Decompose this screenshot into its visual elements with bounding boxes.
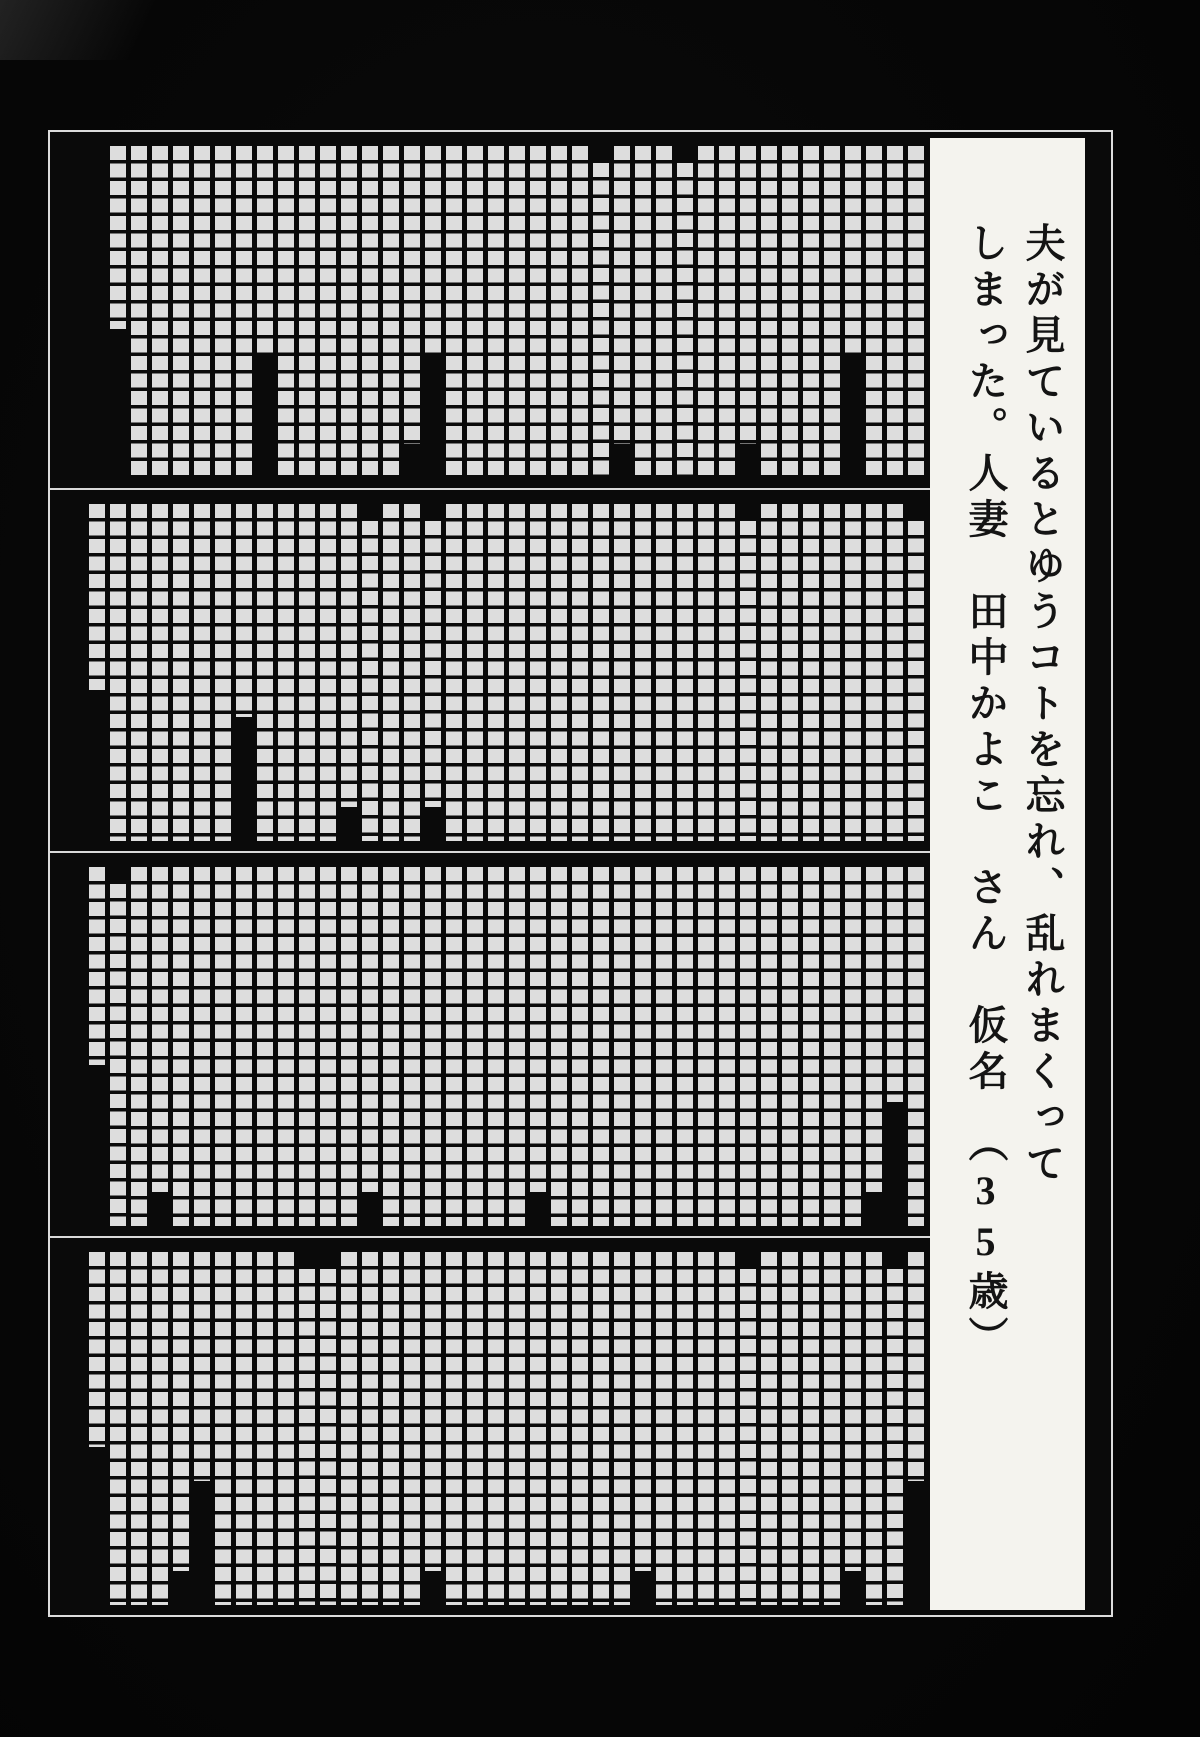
redacted-text-column (446, 504, 462, 841)
redacted-text-column (299, 867, 315, 1226)
redacted-text-column (236, 146, 252, 478)
redacted-text-column (530, 867, 546, 1192)
redacted-text-column (761, 504, 777, 841)
redacted-text-column (740, 867, 756, 1226)
redacted-text-column (761, 146, 777, 478)
redacted-text-column (719, 504, 735, 841)
redacted-text-column (488, 867, 504, 1226)
redacted-text-column (404, 504, 420, 841)
redacted-text-column (110, 884, 126, 1226)
redacted-text-column (635, 504, 651, 841)
redacted-text-column (614, 1252, 630, 1605)
redacted-text-column (719, 146, 735, 478)
redacted-text-column (530, 504, 546, 841)
byline-text: しまった。人妻 田中かよこ さん 仮名 （35歳） (963, 222, 1008, 1362)
redacted-text-column (845, 1252, 861, 1571)
redacted-text-column (551, 504, 567, 841)
redacted-text-column (782, 504, 798, 841)
redacted-text-column (278, 504, 294, 841)
redacted-text-column (509, 1252, 525, 1605)
redacted-text-column (824, 504, 840, 841)
redacted-text-column (656, 1252, 672, 1605)
redacted-text-column (362, 867, 378, 1192)
redacted-text-column (383, 146, 399, 478)
redacted-text-column (614, 504, 630, 841)
redacted-text-column (572, 146, 588, 478)
redacted-text-column (194, 504, 210, 841)
body-text-band-3 (50, 853, 930, 1238)
redacted-text-column (299, 1269, 315, 1605)
redacted-text-column (593, 867, 609, 1226)
redacted-text-column (572, 867, 588, 1226)
redacted-text-column (593, 163, 609, 478)
redacted-text-column (572, 504, 588, 841)
redacted-text-column (383, 504, 399, 841)
redacted-text-column (131, 1252, 147, 1605)
redacted-text-column (89, 1252, 105, 1447)
redacted-text-column (824, 146, 840, 478)
redacted-text-column (761, 867, 777, 1226)
redacted-text-column (236, 504, 252, 717)
redacted-text-column (404, 146, 420, 444)
redacted-text-column (110, 146, 126, 329)
redacted-text-column (740, 1269, 756, 1605)
title-panel (930, 138, 1085, 1610)
redacted-text-column (719, 1252, 735, 1605)
redacted-text-column (677, 867, 693, 1226)
redacted-text-column (425, 867, 441, 1226)
redacted-text-column (341, 146, 357, 478)
redacted-text-column (320, 504, 336, 841)
redacted-text-column (89, 867, 105, 1065)
redacted-text-column (383, 867, 399, 1226)
redacted-text-column (866, 504, 882, 841)
redacted-text-column (866, 1252, 882, 1605)
redacted-text-column (824, 867, 840, 1226)
redacted-text-column (803, 1252, 819, 1605)
redacted-text-column (656, 146, 672, 478)
redacted-text-column (194, 146, 210, 478)
redacted-text-column (173, 146, 189, 478)
redacted-text-column (173, 867, 189, 1226)
redacted-text-column (782, 146, 798, 478)
redacted-text-column (404, 1252, 420, 1605)
redacted-text-column (110, 504, 126, 841)
redacted-text-column (152, 504, 168, 841)
redacted-text-column (509, 146, 525, 478)
redacted-text-column (572, 1252, 588, 1605)
redacted-text-column (908, 521, 924, 841)
redacted-text-column (131, 146, 147, 478)
redacted-text-column (698, 867, 714, 1226)
redacted-text-column (446, 1252, 462, 1605)
redacted-text-column (845, 504, 861, 841)
redacted-text-column (614, 146, 630, 444)
redacted-text-column (488, 1252, 504, 1605)
redacted-text-column (677, 504, 693, 841)
redacted-text-column (257, 1252, 273, 1605)
redacted-text-column (215, 146, 231, 478)
redacted-text-column (656, 867, 672, 1226)
body-text-band-2 (50, 490, 930, 853)
redacted-text-column (152, 1252, 168, 1605)
redacted-text-column (635, 1252, 651, 1571)
redacted-text-column (887, 504, 903, 841)
redacted-text-column (803, 504, 819, 841)
redacted-text-column (320, 146, 336, 478)
redacted-text-column (299, 146, 315, 478)
scan-edge-artifact (0, 0, 320, 60)
redacted-text-column (341, 1252, 357, 1605)
redacted-text-column (278, 867, 294, 1226)
redacted-text-column (719, 867, 735, 1226)
redacted-text-column (467, 867, 483, 1226)
redacted-text-column (656, 504, 672, 841)
redacted-text-column (908, 146, 924, 478)
redacted-text-column (446, 146, 462, 478)
redacted-text-column (257, 146, 273, 354)
redacted-text-column (677, 1252, 693, 1605)
redacted-text-column (698, 1252, 714, 1605)
redacted-text-column (761, 1252, 777, 1605)
redacted-text-column (173, 1252, 189, 1571)
redacted-text-column (740, 521, 756, 841)
redacted-text-column (89, 504, 105, 690)
redacted-text-column (593, 504, 609, 841)
redacted-text-column (488, 146, 504, 478)
redacted-text-column (866, 146, 882, 478)
redacted-text-column (887, 1269, 903, 1605)
redacted-text-column (467, 1252, 483, 1605)
redacted-text-column (740, 146, 756, 444)
redacted-text-column (887, 867, 903, 1102)
redacted-text-column (362, 521, 378, 841)
redacted-text-column (425, 146, 441, 354)
redacted-text-column (530, 146, 546, 478)
redacted-text-column (362, 146, 378, 478)
redacted-text-column (845, 867, 861, 1226)
redacted-text-column (425, 1252, 441, 1571)
body-text-band-1 (50, 132, 930, 490)
redacted-text-column (782, 867, 798, 1226)
content-frame (48, 130, 1113, 1617)
redacted-text-column (257, 504, 273, 841)
redacted-text-column (425, 521, 441, 807)
redacted-text-column (551, 1252, 567, 1605)
redacted-text-column (866, 867, 882, 1192)
redacted-text-column (614, 867, 630, 1226)
redacted-text-column (362, 1252, 378, 1605)
redacted-text-column (908, 1252, 924, 1481)
redacted-text-column (341, 504, 357, 807)
redacted-text-column (593, 1252, 609, 1605)
redacted-text-column (509, 504, 525, 841)
redacted-text-column (152, 146, 168, 478)
redacted-text-column (803, 867, 819, 1226)
body-text-band-4 (50, 1238, 930, 1615)
redacted-text-column (635, 146, 651, 478)
redacted-text-column (131, 867, 147, 1226)
body-text-area (50, 132, 930, 1615)
headline-text: 夫が見ているとゆうコトを忘れ、乱れまくって (1020, 222, 1065, 1188)
redacted-text-column (236, 867, 252, 1226)
redacted-text-column (173, 504, 189, 841)
redacted-text-column (215, 504, 231, 841)
redacted-text-column (698, 146, 714, 478)
redacted-text-column (824, 1252, 840, 1605)
redacted-text-column (509, 867, 525, 1226)
redacted-text-column (152, 867, 168, 1192)
redacted-text-column (908, 867, 924, 1226)
redacted-text-column (677, 163, 693, 478)
redacted-text-column (215, 1252, 231, 1605)
redacted-text-column (551, 867, 567, 1226)
redacted-text-column (215, 867, 231, 1226)
redacted-text-column (845, 146, 861, 354)
redacted-text-column (278, 1252, 294, 1605)
redacted-text-column (467, 504, 483, 841)
redacted-text-column (194, 1252, 210, 1481)
redacted-text-column (257, 867, 273, 1226)
redacted-text-column (299, 504, 315, 841)
redacted-text-column (110, 1252, 126, 1605)
redacted-text-column (887, 146, 903, 478)
redacted-text-column (404, 867, 420, 1226)
redacted-text-column (194, 867, 210, 1226)
redacted-text-column (488, 504, 504, 841)
redacted-text-column (236, 1252, 252, 1605)
redacted-text-column (320, 867, 336, 1226)
redacted-text-column (530, 1252, 546, 1605)
redacted-text-column (446, 867, 462, 1226)
redacted-text-column (698, 504, 714, 841)
redacted-text-column (635, 867, 651, 1226)
redacted-text-column (782, 1252, 798, 1605)
redacted-text-column (278, 146, 294, 478)
redacted-text-column (803, 146, 819, 478)
redacted-text-column (467, 146, 483, 478)
redacted-text-column (131, 504, 147, 841)
redacted-text-column (320, 1269, 336, 1605)
redacted-text-column (383, 1252, 399, 1605)
redacted-text-column (341, 867, 357, 1226)
redacted-text-column (551, 146, 567, 478)
